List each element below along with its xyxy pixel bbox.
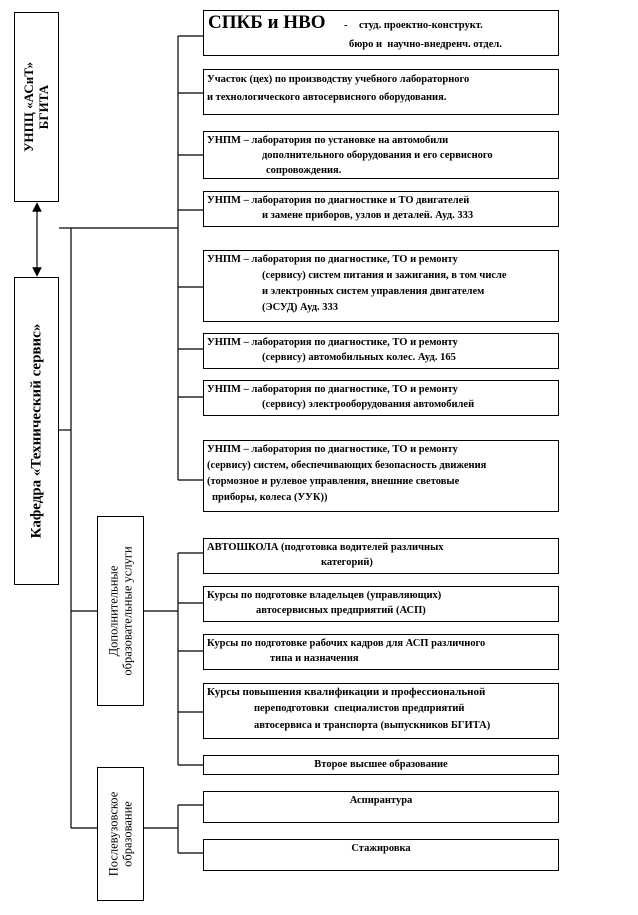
unpc-label: УНПЦ «АСиТ» БГИТА (20, 61, 51, 153)
unpm6-line4: приборы, колеса (УУК)) (212, 492, 328, 503)
poslevuz-box (97, 767, 144, 901)
kursy-rabochikh-line1: Курсы по подготовке рабочих кадров для АСП различного (207, 638, 486, 649)
avtoshkola-line1: АВТОШКОЛА (подготовка водителей различных (207, 542, 444, 553)
unpm1-line3: сопровождения. (266, 165, 342, 176)
unpm2-box (203, 191, 559, 227)
avtoshkola-box (203, 538, 559, 574)
unpm6-line3: (тормозное и рулевое управления, внешние световые (207, 476, 460, 487)
unpm1-line1: УНПМ – лаборатория по установке на автомобили (207, 135, 449, 146)
kursy-rabochikh-box (203, 634, 559, 670)
stazhirovka-label: Стажировка (351, 843, 411, 854)
avtoshkola-line2: категорий) (321, 557, 373, 568)
kursy-pk-line1: Курсы повышения квалификации и профессиональной (207, 686, 486, 698)
dop-uslugi-box (97, 516, 144, 706)
kursy-vladeltsev-box (203, 586, 559, 622)
kursy-pk-line3: автосервиса и транспорта (выпускников БГИТА) (254, 720, 491, 731)
aspirantura-label: Аспирантура (349, 795, 413, 806)
unpm2-line2: и замене приборов, узлов и деталей. Ауд. 333 (262, 210, 474, 221)
unpm3-box (203, 250, 559, 322)
kursy-pk-box (203, 683, 559, 739)
spkb-line1: студ. проектно-конструкт. (359, 20, 483, 31)
kafedra-label: Кафедра «Технический сервис» (27, 323, 44, 539)
dop-uslugi-label: Дополнительные образовательные услуги (106, 546, 135, 676)
unpm1-line2: дополнительного оборудования и его сервисного (262, 150, 493, 161)
vtoroe-vysshee-label: Второе высшее образование (314, 759, 448, 770)
unpm5-line1: УНПМ – лаборатория по диагностике, ТО и ремонту (207, 384, 458, 395)
vtoroe-vysshee-box (203, 755, 559, 775)
unpm4-box (203, 333, 559, 369)
poslevuz-label: Послевузовское образование (106, 791, 135, 877)
unpm3-line3: и электронных систем управления двигателем (262, 286, 485, 297)
unpm6-box (203, 440, 559, 512)
spkb-dash: - (344, 20, 348, 31)
unpm6-line2: (сервису) систем, обеспечивающих безопасность движения (207, 460, 487, 471)
kursy-rabochikh-line2: типа и назначения (270, 653, 359, 664)
unpm3-line1: УНПМ – лаборатория по диагностике, ТО и ремонту (207, 254, 458, 265)
uchastok-line1: Участок (цех) по производству учебного лабораторного (207, 74, 470, 85)
unpm4-line1: УНПМ – лаборатория по диагностике, ТО и ремонту (207, 337, 458, 348)
unpm2-line1: УНПМ – лаборатория по диагностике и ТО двигателей (207, 195, 470, 206)
spkb-line2: бюро и научно-внедренч. отдел. (349, 39, 502, 50)
unpm5-box (203, 380, 559, 416)
unpm4-line2: (сервису) автомобильных колес. Ауд. 165 (262, 352, 456, 363)
uchastok-line2: и технологического автосервисного оборудования. (207, 92, 447, 103)
unpc-box (14, 12, 59, 202)
spkb-abbr: СПКБ и НВО (208, 12, 326, 33)
kursy-vladeltsev-line2: автосервисных предприятий (АСП) (256, 605, 426, 616)
unpm3-line2: (сервису) систем питания и зажигания, в том числе (262, 270, 507, 281)
kursy-pk-line2: переподготовки специалистов предприятий (254, 703, 465, 714)
stazhirovka-box (203, 839, 559, 871)
unpm5-line2: (сервису) электрооборудования автомобилей (262, 399, 475, 410)
unpm6-line1: УНПМ – лаборатория по диагностике, ТО и ремонту (207, 444, 458, 455)
spkb-box (203, 10, 559, 56)
uchastok-box (203, 69, 559, 115)
unpm3-line4: (ЭСУД) Ауд. 333 (262, 302, 339, 313)
aspirantura-box (203, 791, 559, 823)
kursy-vladeltsev-line1: Курсы по подготовке владельцев (управляющих) (207, 590, 442, 601)
kafedra-box (14, 277, 59, 585)
unpm1-box (203, 131, 559, 179)
